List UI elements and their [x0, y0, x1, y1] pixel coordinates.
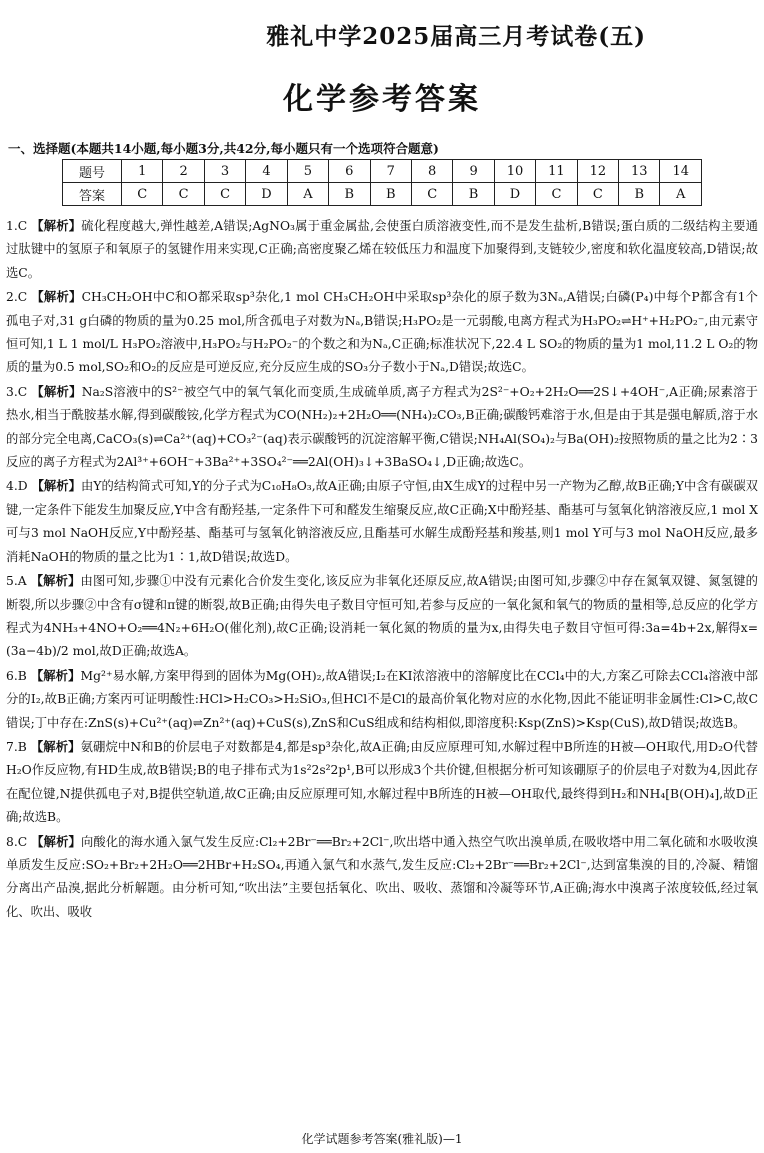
item-number: 1. — [6, 219, 18, 233]
item-answer: C — [17, 384, 28, 399]
answer-cell: D — [246, 183, 287, 206]
question-number-cell: 8 — [411, 160, 452, 183]
explanation-item-2 — [6, 285, 758, 380]
analysis-tag: 【解析】 — [31, 383, 82, 399]
answer-cell: C — [204, 183, 245, 206]
explanation-item-8 — [6, 830, 758, 925]
item-answer: C — [17, 834, 28, 849]
question-number-cell: 2 — [163, 160, 204, 183]
analysis-tag: 【解析】 — [31, 833, 81, 849]
answer-cell: C — [536, 183, 577, 206]
question-number-cell: 12 — [577, 160, 618, 183]
explanation-item-7 — [6, 735, 758, 830]
question-number-cell: 10 — [494, 160, 535, 183]
analysis-text: Mg²⁺易水解,方案甲得到的固体为Mg(OH)₂,故A错误;I₂在KI浓溶液中的溶解度比在CCl₄中的大,方案乙可除去CCl₄溶液中部分的I₂,故B正确;方案丙可证明酸性:HCl>H₂CO₃>H₂SiO₃,但HCl不是Cl的最高价氧化物对应的水化物,因此不能证明非金属性:Cl>C,故C错误;丁中存在:ZnS(s)+Cu²⁺(aq)⇌Zn²⁺(aq)+CuS(s),ZnS和CuS组成和结构相似,即溶度积:Ksp(ZnS)>Ksp(CuS),故D错误;故选B。 — [6, 668, 758, 730]
item-answer: B — [17, 739, 27, 754]
item-answer: C — [17, 290, 28, 305]
item-answer: C — [17, 219, 28, 233]
analysis-tag: 【解析】 — [30, 573, 81, 589]
analysis-text: Na₂S溶液中的S²⁻被空气中的氧气氧化而变质,生成硫单质,离子方程式为2S²⁻+O₂+2H₂O══2S↓+4OH⁻,A正确;尿素溶于热水,相当于酰胺基水解,得到碳酸铵,化学方程式为CO(NH₂)₂+2H₂O══(NH₄)₂CO₃,B正确;碳酸钙难溶于水,但是由于其是强电解质,溶于水的部分完全电离,CaCO₃(s)⇌Ca²⁺(aq)+CO₃²⁻(aq)表示碳酸钙的沉淀溶解平衡,C错误;NH₄Al(SO₄)₂与Ba(OH)₂按照物质的量之比为2∶3反应的离子方程式为2Al³⁺+6OH⁻+3Ba²⁺+3SO₄²⁻══2Al(OH)₃↓+3BaSO₄↓,D正确;故选C。 — [6, 384, 758, 470]
explanation-item-6 — [6, 664, 758, 735]
answer-row — [63, 183, 702, 206]
analysis-text: 氨硼烷中N和B的价层电子对数都是4,都是sp³杂化,故A正确;由反应原理可知,水解过程中B所连的H被—OH取代,用D₂O代替H₂O作反应物,有HD生成,故B错误;B的电子排布式为1s²2s²2p¹,B可以形成3个共价键,但根据分析可知该硼原子的价层电子对数为4,因此存在配位键,N提供孤电子对,B提供空轨道,故C正确;由反应原理可知,水解过程中B所连的H被—OH取代,最终得到H₂和NH₄[B(OH)₄],故D正确;故选B。 — [6, 739, 758, 825]
analysis-text: 硫化程度越大,弹性越差,A错误;AgNO₃属于重金属盐,会使蛋白质溶液变性,而不是发生盐析,B错误;蛋白质的二级结构主要通过肽键中的氢原子和氧原子的氢键作用来实现,C正确;高密度聚乙烯在较低压力和温度下加聚得到,支链较少,密度和软化温度较高,D错误;故选C。 — [6, 219, 758, 280]
analysis-tag: 【解析】 — [31, 218, 82, 233]
question-number-cell: 11 — [536, 160, 577, 183]
question-number-cell: 5 — [287, 160, 328, 183]
item-answer: A — [17, 574, 27, 589]
answer-cell: C — [411, 183, 452, 206]
explanation-item-4 — [6, 474, 758, 569]
document-title: 化学参考答案 — [283, 82, 481, 117]
question-number-cell: 7 — [370, 160, 411, 183]
question-number-cell: 6 — [329, 160, 370, 183]
explanation-item-5 — [6, 569, 758, 664]
analysis-tag: 【解析】 — [30, 667, 81, 683]
explanation-item-3 — [6, 380, 758, 475]
item-number: 6. — [6, 668, 18, 683]
question-number-cell: 13 — [619, 160, 660, 183]
analysis-text: 由图可知,步骤①中没有元素化合价发生变化,该反应为非氧化还原反应,故A错误;由图可知,步骤②中存在氮氧双键、氮氢键的断裂,所以步骤②中含有σ键和π键的断裂,故B正确;由得失电子数目守恒可知,若参与反应的一氧化氮和氧气的物质的量相等,总反应的化学方程式为4NH₃+4NO+O₂══4N₂+6H₂O(催化剂),故C正确;设消耗一氧化氮的物质的量为x,由得失电子数目守恒可得:3a=4b+2x,解得x=(3a−4b)/2 mol,故D正确;故选A。 — [6, 574, 758, 659]
answer-cell: B — [453, 183, 494, 206]
answer-cell: C — [163, 183, 204, 206]
answer-cell: B — [619, 183, 660, 206]
page-footer: 化学试题参考答案(雅礼版)—1 — [301, 1132, 463, 1146]
section-heading: 一、选择题(本题共14小题,每小题3分,共42分,每小题只有一个选项符合题意) — [8, 141, 439, 156]
item-number: 7. — [6, 739, 18, 754]
item-number: 4. — [6, 479, 18, 494]
answer-cell: C — [577, 183, 618, 206]
answer-cell: A — [287, 183, 328, 206]
item-number: 3. — [6, 384, 18, 399]
answer-cell: B — [329, 183, 370, 206]
analysis-tag: 【解析】 — [30, 738, 81, 754]
item-number: 5. — [6, 574, 18, 589]
item-number: 8. — [6, 834, 18, 849]
question-number-row — [63, 160, 702, 183]
question-number-cell: 14 — [660, 160, 702, 183]
question-number-cell: 3 — [204, 160, 245, 183]
item-answer: B — [17, 668, 27, 683]
answer-cell: B — [370, 183, 411, 206]
analysis-text: 由Y的结构简式可知,Y的分子式为C₁₀H₈O₃,故A正确;由原子守恒,由X生成Y的过程中另一产物为乙醇,故B正确;Y中含有碳碳双键,一定条件下能发生加聚反应,Y中含有酚羟基,一定条件下可和醛发生缩聚反应,故C正确;X中酚羟基、酯基可与氢氧化钠溶液反应,1 mol X可与3 mol NaOH反应,Y中酚羟基、酯基可与氢氧化钠溶液反应,且酯基可水解生成酚羟基和羧基,则1 mol Y可与3 mol NaOH反应,最多消耗NaOH的物质的量之比为1∶1,故D错误;故选D。 — [6, 479, 758, 564]
answer-cell: C — [122, 183, 163, 206]
explanation-item-1 — [6, 214, 758, 285]
analysis-tag: 【解析】 — [31, 478, 81, 494]
answer-cell: A — [660, 183, 702, 206]
analysis-tag: 【解析】 — [31, 289, 82, 305]
question-number-cell: 1 — [122, 160, 163, 183]
answer-table — [62, 159, 702, 206]
item-number: 2. — [6, 290, 18, 305]
explanations — [6, 214, 758, 924]
question-number-cell: 9 — [453, 160, 494, 183]
row-label-answer: 答案 — [63, 183, 122, 206]
analysis-text: CH₃CH₂OH中C和O都采取sp³杂化,1 mol CH₃CH₂OH中采取sp³杂化的原子数为3Nₐ,A错误;白磷(P₄)中每个P都含有1个孤电子对,31 g白磷的物质的量为0.25 mol,所含孤电子对数为Nₐ,B错误;H₃PO₂是一元弱酸,电离方程式为H₃PO₂⇌H⁺+H₂PO₂⁻,由元素守恒可知,1 L 1 mol/L H₃PO₂溶液中,H₃PO₂与H₂PO₂⁻的个数之和为Nₐ,C正确;标准状况下,22.4 L SO₂的物质的量为1 mol,11.2 L O₂的物质的量为0.5 mol,SO₂和O₂的反应是可逆反应,充分反应生成的SO₃分子数小于Nₐ,D错误;故选C。 — [6, 290, 758, 375]
item-answer: D — [17, 479, 28, 494]
answer-cell: D — [494, 183, 535, 206]
analysis-text: 向酸化的海水通入氯气发生反应:Cl₂+2Br⁻══Br₂+2Cl⁻,吹出塔中通入热空气吹出溴单质,在吸收塔中用二氧化硫和水吸收溴单质发生反应:SO₂+Br₂+2H₂O══2HBr+H₂SO₄,再通入氯气和水蒸气,发生反应:Cl₂+2Br⁻══Br₂+2Cl⁻,达到富集溴的目的,冷凝、精馏分离出产品溴,据此分析解题。由分析可知,“吹出法”主要包括氧化、吹出、吸收、蒸馏和冷凝等环节,A正确;海水中溴离子浓度较低,经过氧化、吹出、吸收 — [6, 834, 758, 919]
row-label-number: 题号 — [63, 160, 122, 183]
school-exam-title: 雅礼中学2025届高三月考试卷(五) — [266, 23, 646, 50]
question-number-cell: 4 — [246, 160, 287, 183]
